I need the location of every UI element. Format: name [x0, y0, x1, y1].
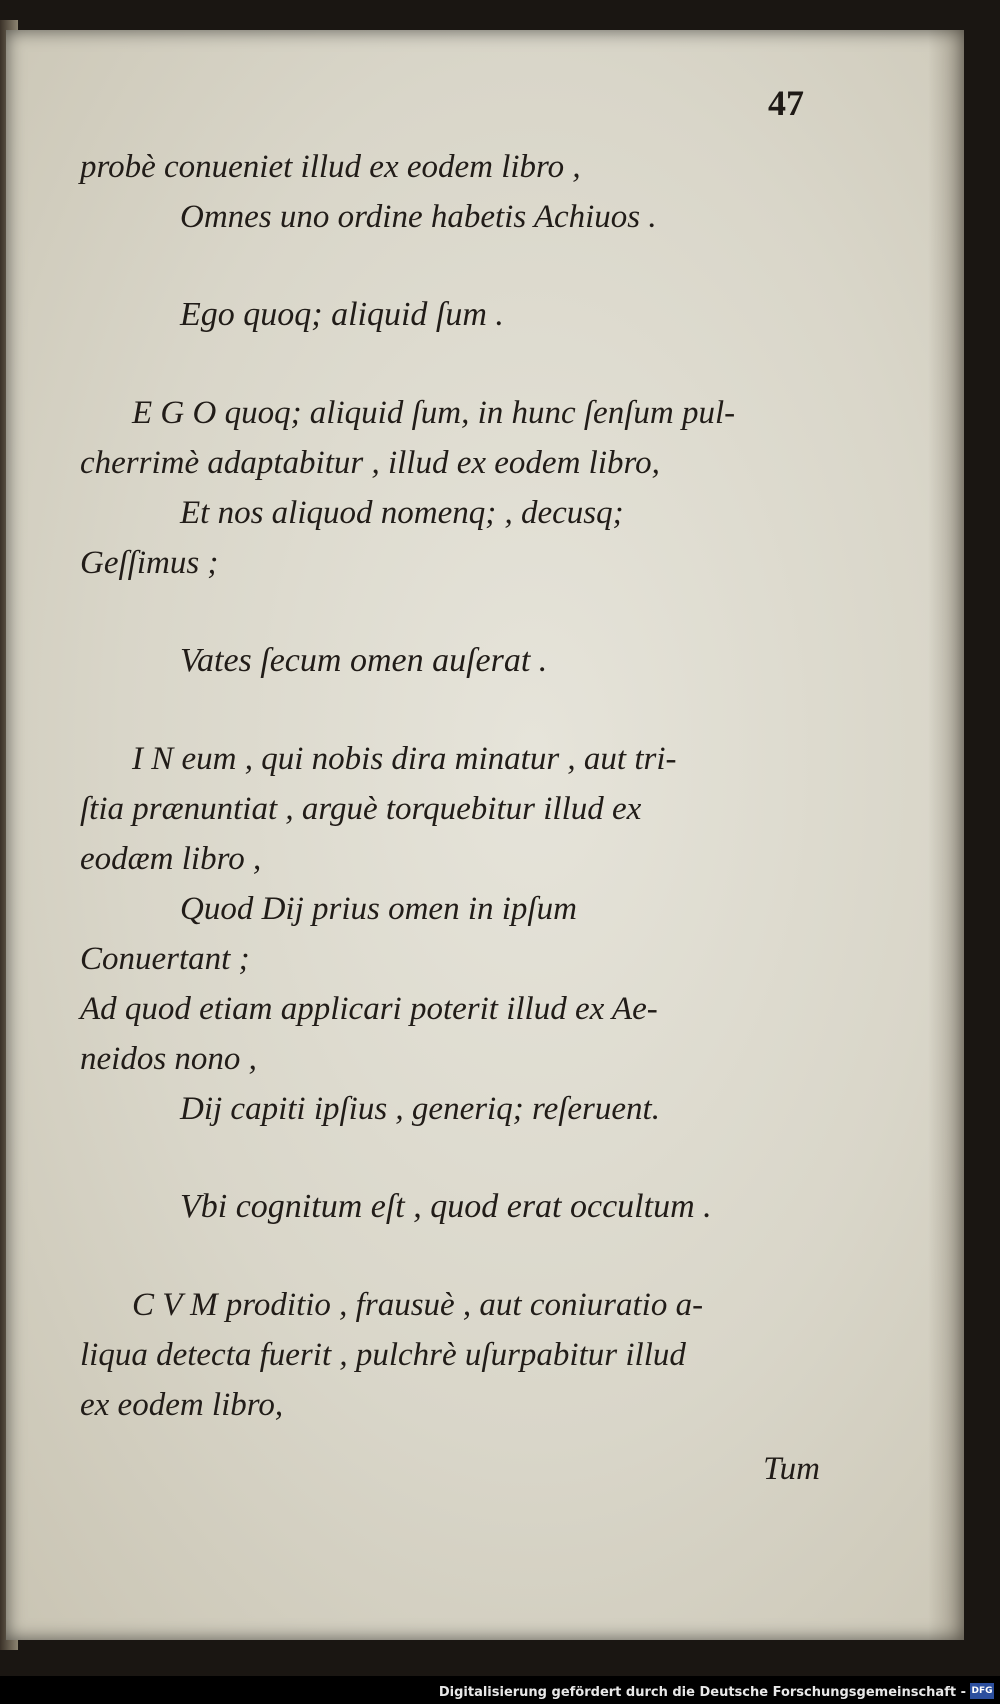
- text-line: eodæm libro ,: [80, 841, 262, 877]
- adage-heading: Vbi cognitum eſt , quod erat occultum .: [180, 1188, 712, 1225]
- page-number: 47: [768, 83, 804, 123]
- footer-credit: Digitalisierung gefördert durch die Deutsche Forschungsgemeinschaft -: [438, 1685, 966, 1700]
- verse-line: Dij capiti ipſius , generiq; reſeruent.: [180, 1091, 660, 1127]
- text-line: C V M proditio , frausuè , aut coniuratio a-: [132, 1287, 704, 1323]
- adage-heading: Ego quoq; aliquid ſum .: [180, 296, 504, 333]
- footer-bar: [0, 1676, 1000, 1704]
- verse-line: Geſſimus ;: [80, 545, 219, 581]
- text-line: liqua detecta fuerit , pulchrè uſurpabitur illud: [80, 1337, 686, 1373]
- verse-line: Omnes uno ordine habetis Achiuos .: [180, 199, 657, 235]
- text-line: probè conueniet illud ex eodem libro ,: [80, 149, 581, 185]
- page-text: [80, 142, 820, 1494]
- verse-line: Quod Dij prius omen in ipſum: [180, 891, 577, 927]
- text-line: E G O quoq; aliquid ſum, in hunc ſenſum pul-: [132, 395, 736, 431]
- dfg-logo: DFG: [970, 1683, 994, 1699]
- text-line: I N eum , qui nobis dira minatur , aut tri-: [132, 741, 677, 777]
- text-line: ex eodem libro,: [80, 1387, 284, 1423]
- book-page: [6, 30, 964, 1640]
- adage-heading: Vates ſecum omen auſerat .: [180, 642, 548, 679]
- verse-line: Et nos aliquod nomenq; , decusq;: [180, 495, 624, 531]
- catchword: Tum: [763, 1451, 820, 1487]
- text-line: neidos nono ,: [80, 1041, 257, 1077]
- text-line: ſtia prænuntiat , arguè torquebitur illud ex: [80, 791, 642, 827]
- verse-line: Conuertant ;: [80, 941, 250, 977]
- text-line: cherrimè adaptabitur , illud ex eodem libro,: [80, 445, 660, 481]
- text-line: Ad quod etiam applicari poterit illud ex Ae-: [80, 991, 658, 1027]
